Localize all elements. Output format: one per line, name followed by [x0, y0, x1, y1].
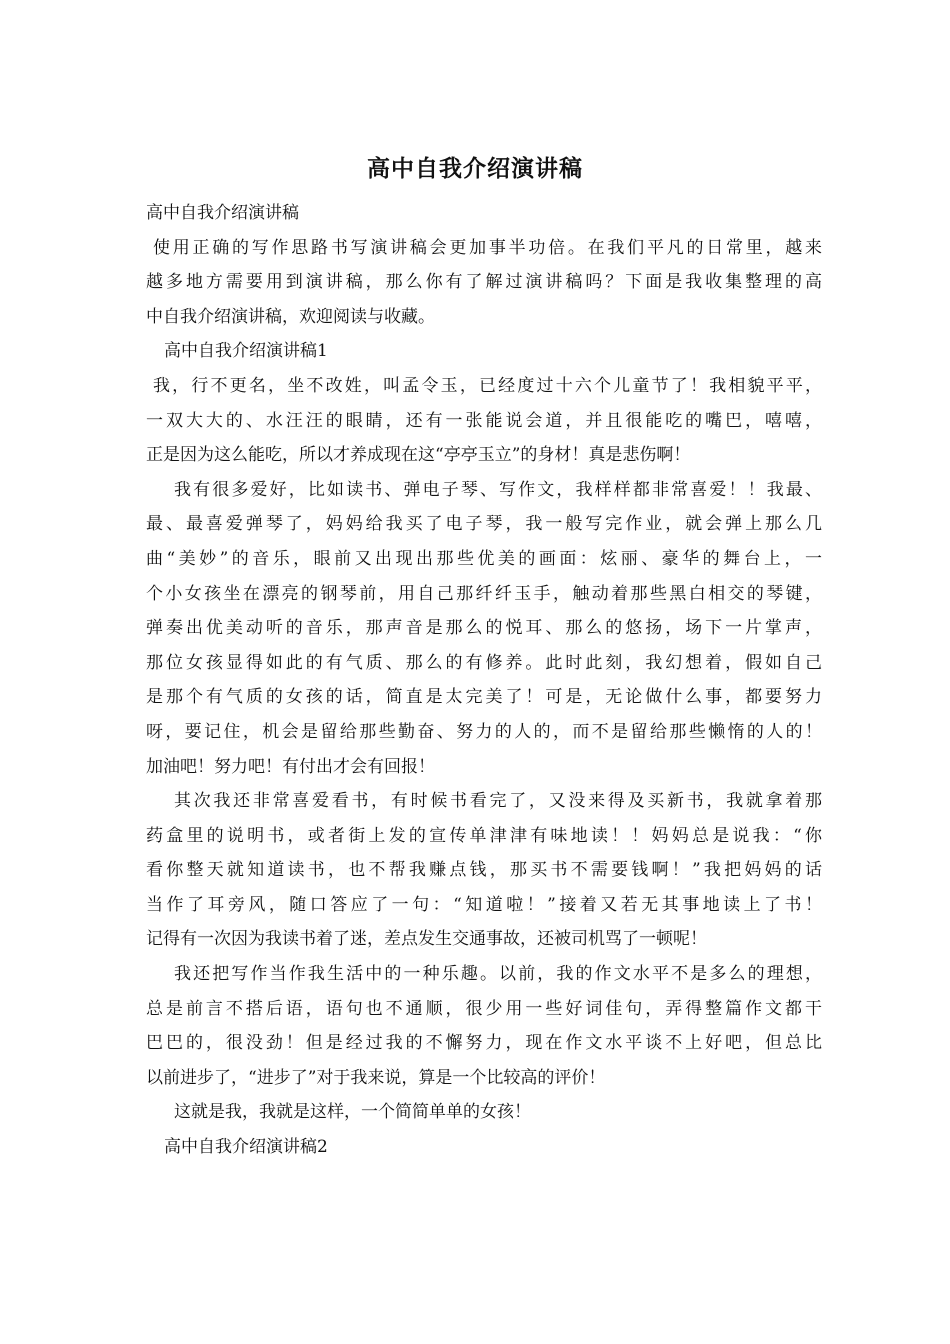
paragraph-line: 一双大大的、水汪汪的眼睛，还有一张能说会道，并且很能吃的嘴巴，嘻嘻， [146, 410, 822, 431]
paragraph-line: 呀，要记住，机会是留给那些勤奋、努力的人的，而不是留给那些懒惰的人的！ [146, 721, 822, 742]
document-body [146, 196, 822, 1165]
intro-line-3: 中自我介绍演讲稿，欢迎阅读与收藏。 [146, 306, 435, 327]
paragraph-line: 我有很多爱好，比如读书、弹电子琴、写作文，我样样都非常喜爱！！我最、 [174, 479, 822, 500]
paragraph-line: 我还把写作当作我生活中的一种乐趣。以前，我的作文水平不是多么的理想， [174, 964, 822, 985]
paragraph-line: 总是前言不搭后语，语句也不通顺，很少用一些好词佳句，弄得整篇作文都干 [146, 998, 822, 1019]
subtitle-line: 高中自我介绍演讲稿 [146, 203, 299, 223]
paragraph-line: 这就是我，我就是这样，一个简简单单的女孩！ [174, 1102, 531, 1123]
paragraph-line: 巴巴的，很没劲！但是经过我的不懈努力，现在作文水平谈不上好吧，但总比 [146, 1033, 822, 1054]
paragraph-line: 曲“美妙”的音乐，眼前又出现出那些优美的画面：炫丽、豪华的舞台上，一 [146, 548, 822, 569]
paragraph-line: 其次我还非常喜爱看书，有时候书看完了，又没来得及买新书，我就拿着那 [174, 791, 822, 812]
intro-line-1: 使用正确的写作思路书写演讲稿会更加事半功倍。在我们平凡的日常里，越来 [153, 237, 822, 258]
paragraph-line: 正是因为这么能吃，所以才养成现在这“亭亭玉立”的身材！真是悲伤啊！ [146, 445, 691, 466]
paragraph-line: 弹奏出优美动听的音乐，那声音是那么的悦耳、那么的悠扬，场下一片掌声， [146, 618, 822, 639]
paragraph-line: 当作了耳旁风，随口答应了一句：“知道啦！”接着又若无其事地读上了书！ [146, 894, 822, 915]
paragraph-line: 加油吧！努力吧！有付出才会有回报！ [146, 756, 435, 777]
paragraph-line: 我，行不更名，坐不改姓，叫孟令玉，已经度过十六个儿童节了！我相貌平平， [153, 375, 822, 396]
document-title: 高中自我介绍演讲稿 [367, 155, 583, 182]
section-heading-2: 高中自我介绍演讲稿2 [164, 1137, 328, 1158]
paragraph-line: 个小女孩坐在漂亮的钢琴前，用自己那纤纤玉手，触动着那些黑白相交的琴键， [146, 583, 822, 604]
paragraph-line: 药盒里的说明书，或者街上发的宣传单津津有味地读！！妈妈总是说我：“你 [146, 825, 822, 846]
paragraph-line: 看你整天就知道读书，也不帮我赚点钱，那买书不需要钱啊！”我把妈妈的话 [146, 860, 822, 881]
paragraph-line: 记得有一次因为我读书着了迷，差点发生交通事故，还被司机骂了一顿呢！ [146, 929, 707, 950]
paragraph-line: 最、最喜爱弹琴了，妈妈给我买了电子琴，我一般写完作业，就会弹上那么几 [146, 514, 822, 535]
intro-line-2: 越多地方需要用到演讲稿，那么你有了解过演讲稿吗？下面是我收集整理的高 [146, 272, 822, 293]
paragraph-line: 那位女孩显得如此的有气质、那么的有修养。此时此刻，我幻想着，假如自己 [146, 652, 822, 673]
paragraph-line: 是那个有气质的女孩的话，简直是太完美了！可是，无论做什么事，都要努力 [146, 687, 822, 708]
paragraph-line: 以前进步了，“进步了”对于我来说，算是一个比较高的评价！ [146, 1067, 606, 1088]
section-heading-1: 高中自我介绍演讲稿1 [164, 341, 328, 362]
